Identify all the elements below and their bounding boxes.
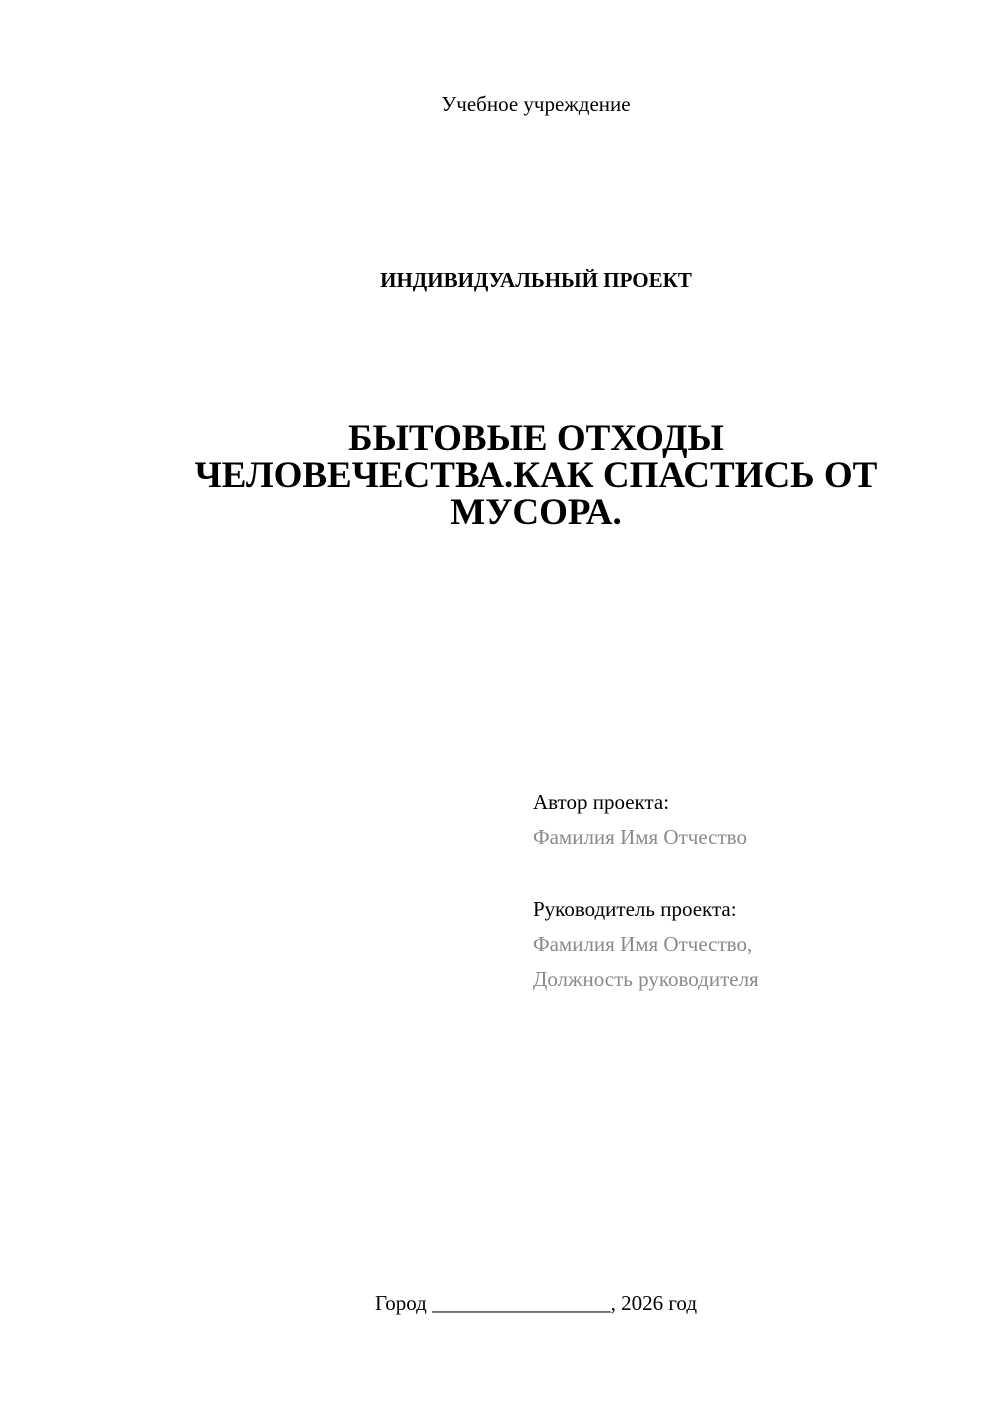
supervisor-block [533, 892, 973, 997]
supervisor-position: Должность руководителя [533, 967, 759, 991]
project-title-line-3: МУСОРА. [450, 492, 622, 533]
project-title [0, 420, 1000, 531]
project-title-line-1: БЫТОВЫЕ ОТХОДЫ [348, 418, 724, 459]
city-year-line: Город _________________, 2026 год [374, 1291, 698, 1315]
supervisor-label: Руководитель проекта: [533, 897, 737, 921]
author-block [533, 785, 973, 855]
project-type-heading: ИНДИВИДУАЛЬНЫЙ ПРОЕКТ [380, 268, 692, 292]
author-name: Фамилия Имя Отчество [533, 825, 747, 849]
supervisor-name: Фамилия Имя Отчество, [533, 932, 753, 956]
author-label: Автор проекта: [533, 790, 670, 814]
project-title-line-2: ЧЕЛОВЕЧЕСТВА.КАК СПАСТИСЬ ОТ [194, 455, 878, 496]
institution-name: Учебное учреждение [441, 92, 631, 116]
